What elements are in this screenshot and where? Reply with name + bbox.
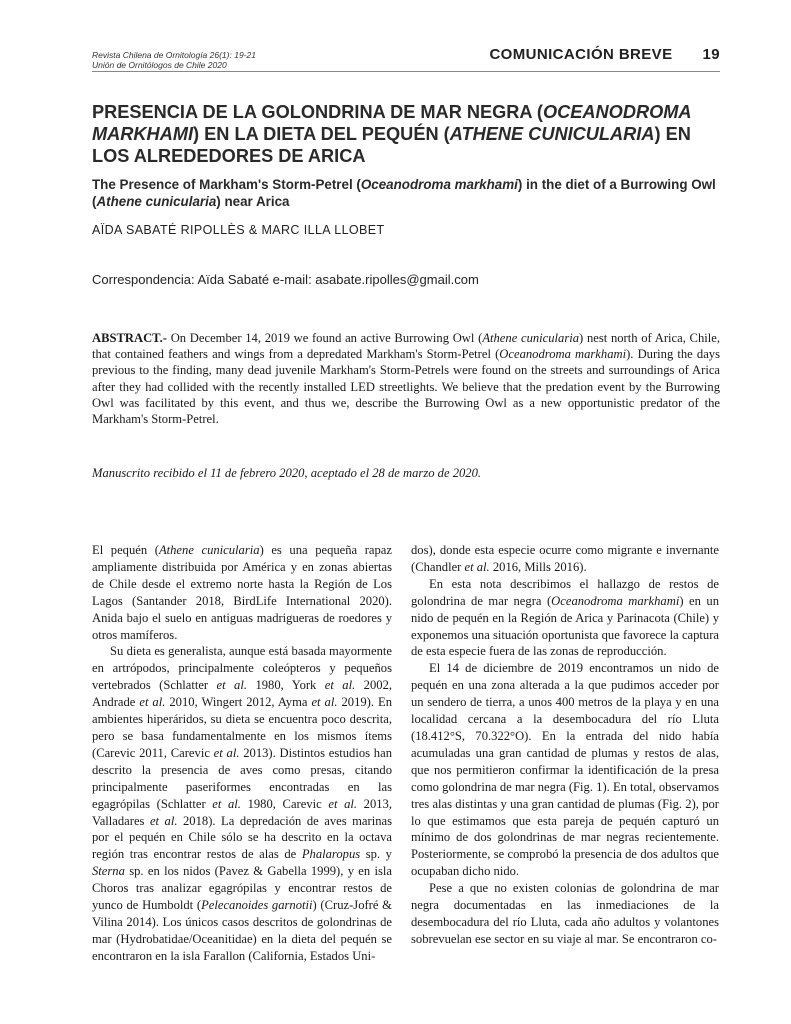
journal-volume: Revista Chilena de Ornitología 26(1): 19-21 (92, 50, 256, 60)
received-date: Manuscrito recibido el 11 de febrero 2020, aceptado el 28 de marzo de 2020. (92, 466, 482, 480)
page-number: 19 (702, 46, 720, 63)
running-header (470, 46, 720, 63)
paragraph: Su dieta es generalista, aunque está basada mayormente en artrópodos, principalmente coleópteros y pequeños vertebrados (Schlatter et al. 1980, York et al. 2002, Andrade et al. 2010, Wingert 2012, Ayma et al. 2019). En ambientes hiperáridos, su dieta se encuentra poco descrita, pero se basa fundamentalmente en los mismos ítems (Carevic 2011, Carevic et al. 2013). Distintos estudios han descrito la presencia de aves como presas, citando principalmente paseriformes encontradas en las egagrópilas (Schlatter et al. 1980, Carevic et al. 2013, Valladares et al. 2018). La depredación de aves marinas por el pequén en Chile sólo se ha descrito en la octava región tras encontrar restos de alas de Phalaropus sp. y Sterna sp. en los nidos (Pavez & Gabella 1999), y en isla Choros tras analizar egagrópilas y encontrar restos de yunco de Humboldt (Pelecanoides garnotii) (Cruz-Jofré & Vilina 2014). Los únicos casos descritos de golondrinas de mar (Hydrobatidae/Oceanitidae) en la dieta del pequén se encontraron en la isla Farallon (California, Estados Uni- (92, 644, 393, 963)
abstract-label: ABSTRACT.- (92, 331, 167, 345)
body-column-right (411, 542, 719, 948)
body-column-left (92, 542, 392, 965)
paragraph: En esta nota describimos el hallazgo de restos de golondrina de mar negra (Oceanodroma markhami) en un nido de pequén en la Región de Arica y Parinacota (Chile) y exponemos una situación oportunista que favorece la captura de esta especie fuera de las zonas de reproducción. (411, 576, 719, 659)
header-rule (92, 71, 720, 72)
author-list: AÏDA SABATÉ RIPOLLÈS & MARC ILLA LLOBET (92, 223, 385, 237)
article-title: PRESENCIA DE LA GOLONDRINA DE MAR NEGRA (OCEANODROMA MARKHAMI) EN LA DIETA DEL PEQUÉN (ATHENE CUNICULARIA) EN LOS ALREDEDORES DE ARICA (92, 102, 691, 166)
correspondence: Correspondencia: Aïda Sabaté e-mail: asabate.ripolles@gmail.com (92, 272, 479, 287)
paragraph: El 14 de diciembre de 2019 encontramos un nido de pequén en una zona alterada a la que pudimos acceder por un sendero de tierra, a unos 400 metros de la playa y en una localidad cercana a la desembocadura del río Lluta (18.412°S, 70.322°O). En la entrada del nido había acumuladas una gran cantidad de plumas y restos de alas, que nos permitieron confirmar la identificación de la presa como golondrina de mar negra (Fig. 1). En total, observamos tres alas distintas y una gran cantidad de plumas (Fig. 2), por lo que estimamos que esta pareja de pequén capturó un mínimo de dos golondrinas de mar negras recientemente. Posteriormente, se comprobó la presencia de dos adultos que ocupaban dicho nido. (411, 661, 719, 879)
section-label: COMUNICACIÓN BREVE (489, 46, 673, 63)
paragraph: El pequén (Athene cunicularia) es una pequeña rapaz ampliamente distribuida por América y en zonas abiertas de Chile desde el extremo norte hasta la Región de Los Lagos (Santander 2018, BirdLife International 2020). Anida bajo el suelo en antiguas madrigueras de roedores y otros mamíferos. (92, 543, 392, 642)
journal-publisher: Unión de Ornitólogos de Chile 2020 (92, 60, 227, 70)
article-subtitle: The Presence of Markham's Storm-Petrel (Oceanodroma markhami) in the diet of a Burrowing Owl (Athene cunicularia) near Arica (92, 177, 716, 209)
abstract: ABSTRACT.- On December 14, 2019 we found an active Burrowing Owl (Athene cunicularia) nest north of Arica, Chile, that contained feathers and wings from a depredated Markham's Storm-Petrel (Oceanodroma markhami). During the days previous to the finding, many dead juvenile Markham's Storm-Petrels were found on the streets and surroundings of Arica after they had collided with the recently installed LED streetlights. We believe that the predation event by the Burrowing Owl was facilitated by this event, and thus we, describe the Burrowing Owl as a new opportunistic predator of the Markham's Storm-Petrel. (92, 331, 720, 427)
paragraph: Pese a que no existen colonias de golondrina de mar negra documentadas en las inmediaciones de la desembocadura del río Lluta, cada año adultos y volantones sobrevuelan ese sector en su viaje al mar. Se encontraron co- (411, 881, 719, 946)
paragraph: dos), donde esta especie ocurre como migrante e invernante (Chandler et al. 2016, Mills 2016). (411, 543, 719, 574)
journal-citation (92, 50, 256, 70)
